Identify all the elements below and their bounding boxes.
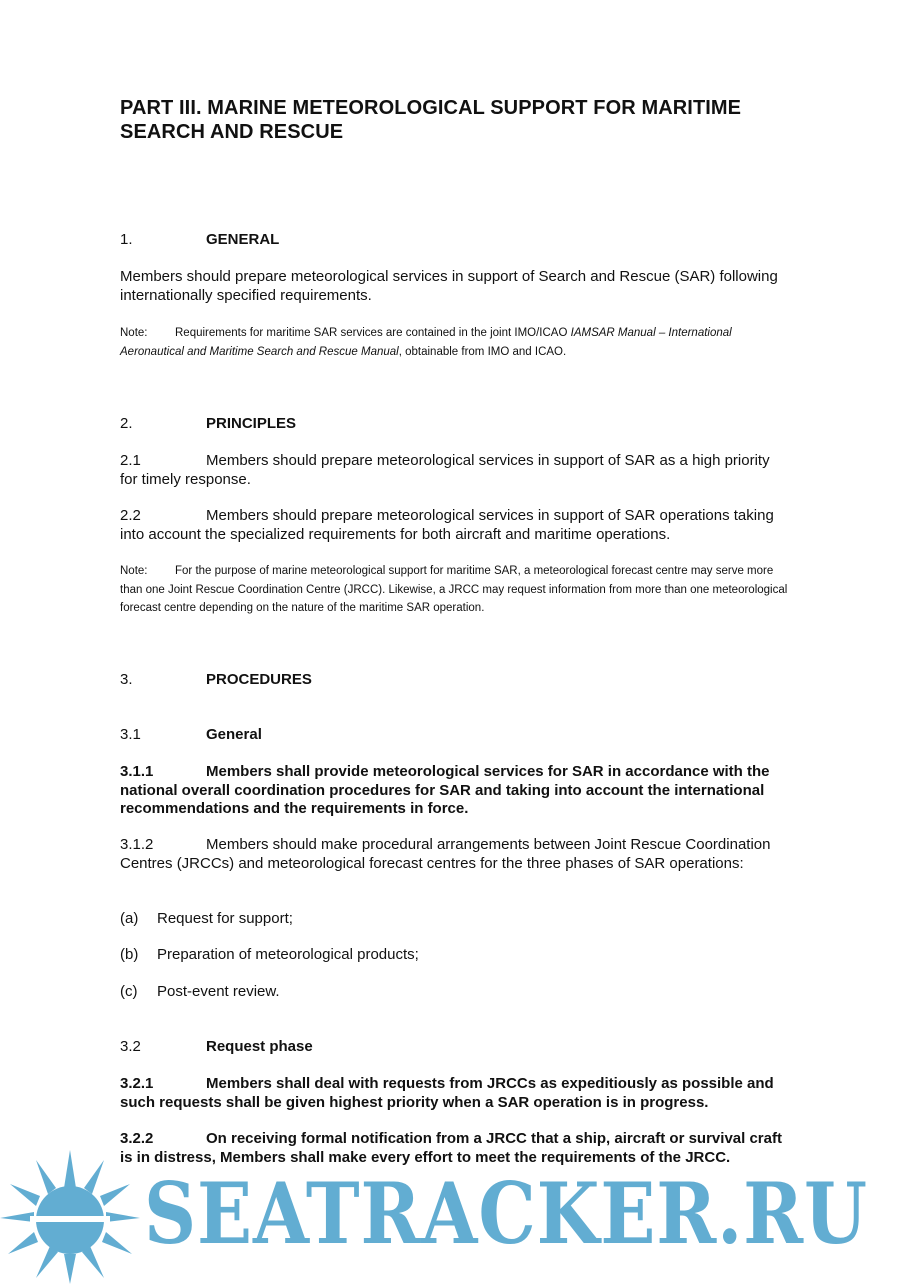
subsection-3-1-heading — [120, 726, 790, 745]
section-number: 3. — [120, 671, 133, 688]
subsection-number: 3.1 — [120, 726, 141, 743]
list-item-label: (a) — [120, 910, 139, 927]
list-item-text: Post-event review. — [157, 983, 280, 1000]
note-text: For the purpose of marine meteorological support for maritime SAR, a meteorological forecast centre may serve more than one Joint Rescue Coordination Centre (JRCC). Likewise, a JRCC may request information from more than one meteorological forecast centre depending on the nature of the maritime SAR operation. — [120, 565, 788, 614]
watermark-sun-icon — [0, 1150, 140, 1284]
paragraph-number: 3.2.1 — [120, 1075, 154, 1092]
paragraph-text: Members should prepare meteorological services in support of SAR operations taking into account the specialized requirements for both aircraft and maritime operations. — [120, 507, 774, 543]
subsection-title: Request phase — [206, 1038, 313, 1055]
section-title: PRINCIPLES — [206, 415, 297, 432]
paragraph-text: Members shall provide meteorological services for SAR in accordance with the national overall coordination procedures for SAR and taking into account the international recommendations and the requirements in force. — [120, 763, 770, 817]
part-title: PART III. MARINE METEOROLOGICAL SUPPORT FOR MARITIME SEARCH AND RESCUE — [120, 97, 742, 143]
section-1-paragraph: Members should prepare meteorological services in support of Search and Rescue (SAR) following internationally specified requirements. — [120, 268, 778, 304]
paragraph-2-2 — [120, 507, 790, 544]
paragraph-number: 3.1.1 — [120, 763, 154, 780]
paragraph-number: 2.1 — [120, 452, 141, 469]
list-item-label: (c) — [120, 983, 138, 1000]
note-label: Note: — [120, 565, 148, 577]
paragraph-text: Members should prepare meteorological services in support of SAR as a high priority for timely response. — [120, 452, 770, 488]
note-text-italic: IAMSAR Manual – International Aeronautical and Maritime Search and Rescue Manual — [120, 327, 732, 358]
paragraph-number: 3.1.2 — [120, 836, 154, 853]
subsection-3-2-heading — [120, 1038, 790, 1057]
section-3-heading — [120, 671, 790, 690]
paragraph-text: Members should make procedural arrangements between Joint Rescue Coordination Centres (JRCCs) and meteorological forecast centres for the three phases of SAR operations: — [120, 836, 771, 872]
paragraph-number: 2.2 — [120, 507, 141, 524]
section-number: 2. — [120, 415, 133, 432]
paragraph-2-1 — [120, 452, 790, 489]
note-text-post: , obtainable from IMO and ICAO. — [398, 345, 567, 358]
list-item-label: (b) — [120, 946, 139, 963]
section-2-heading — [120, 415, 790, 434]
section-1-note — [120, 324, 790, 361]
note-label: Note: — [120, 327, 148, 339]
paragraph-number: 3.2.2 — [120, 1130, 154, 1147]
paragraph-3-1-2 — [120, 836, 790, 873]
list-item — [120, 946, 790, 965]
paragraph-3-2-1 — [120, 1075, 790, 1112]
paragraph-3-2-2 — [120, 1130, 790, 1167]
list-item — [120, 910, 790, 929]
section-title: GENERAL — [206, 231, 280, 248]
note-text-pre: Requirements for maritime SAR services are contained in the joint IMO/ICAO — [175, 327, 571, 339]
paragraph-text: On receiving formal notification from a JRCC that a ship, aircraft or survival craft is in distress, Members shall make every effort to meet the requirements of the JRCC. — [120, 1130, 782, 1166]
section-1-heading — [120, 231, 790, 250]
paragraph-text: Members shall deal with requests from JRCCs as expeditiously as possible and such requests shall be given highest priority when a SAR operation is in progress. — [120, 1075, 774, 1111]
section-number: 1. — [120, 231, 133, 248]
section-title: PROCEDURES — [206, 671, 312, 688]
list-item — [120, 983, 790, 1002]
subsection-number: 3.2 — [120, 1038, 141, 1055]
watermark-text: SEATRACKER.RU — [144, 1164, 868, 1263]
subsection-title: General — [206, 726, 262, 743]
list-item-text: Request for support; — [157, 910, 293, 927]
section-2-note — [120, 562, 790, 618]
list-item-text: Preparation of meteorological products; — [157, 946, 419, 963]
paragraph-3-1-1 — [120, 763, 790, 819]
